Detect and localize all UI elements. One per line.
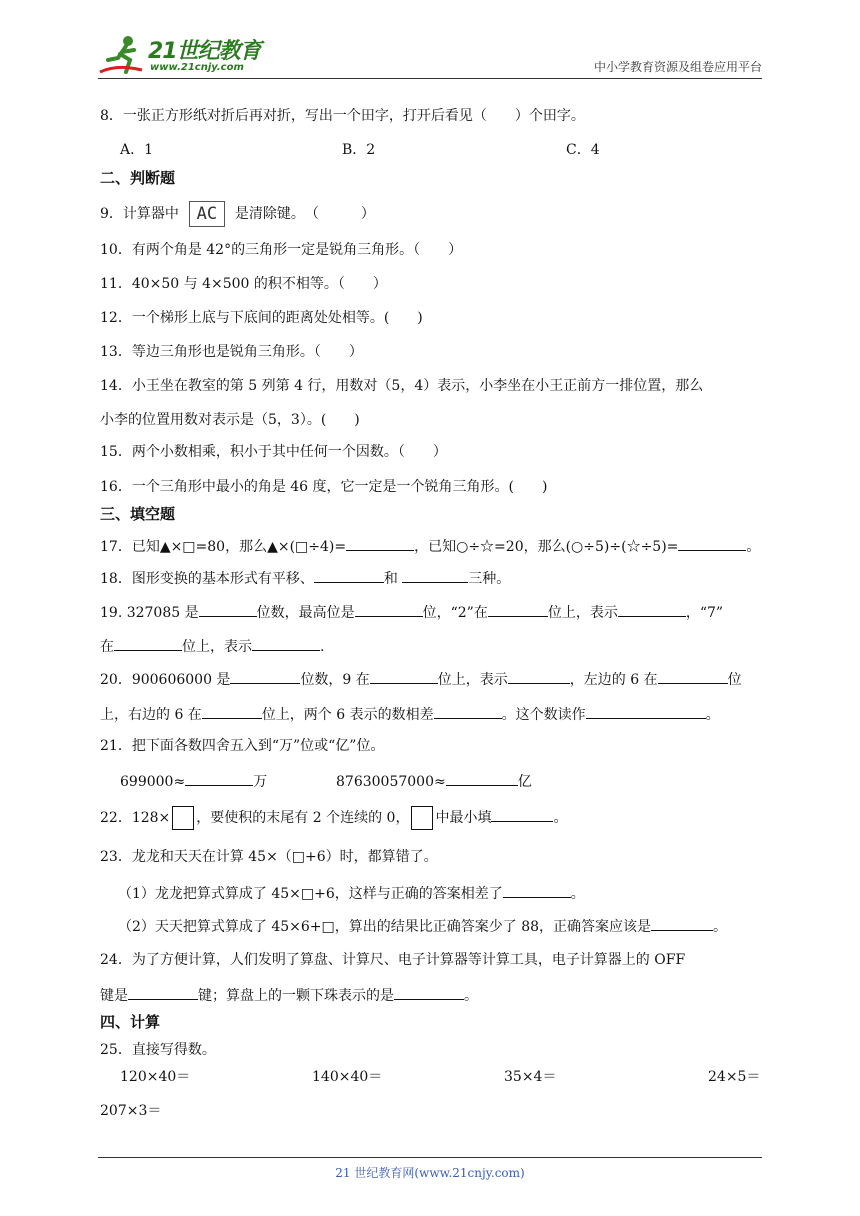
question-23-part-2 (118, 915, 727, 937)
question-10: 10．有两个角是 42°的三角形一定是锐角三角形。（ ） (100, 242, 463, 258)
question-11: 11．40×50 与 4×500 的积不相等。（ ） (100, 276, 387, 292)
question-24-line-2 (100, 984, 478, 1006)
question-18-part-c: 三种。 (468, 571, 511, 587)
question-20-part-b: 位数，9 在 (300, 672, 370, 688)
answer-blank[interactable] (346, 535, 414, 551)
calc-item: 24×5＝ (708, 1069, 761, 1085)
answer-blank[interactable] (586, 703, 706, 719)
logo-url: www.21cnjy.com (150, 62, 244, 73)
calc-item: 120×40＝ (120, 1069, 191, 1085)
question-24-part-a: 键是 (100, 988, 128, 1004)
question-17-part-b: ，已知○÷☆=20，那么(○÷5)÷(☆÷5)= (414, 539, 679, 555)
question-18-part-b: 和 (383, 571, 403, 587)
option-b: B．2 (342, 142, 376, 158)
answer-blank[interactable] (678, 535, 746, 551)
question-24-part-b: 键；算盘上的一颗下珠表示的是 (198, 988, 394, 1004)
answer-blank[interactable] (128, 984, 198, 1000)
platform-name: 中小学教育资源及组卷应用平台 (593, 60, 762, 74)
answer-blank[interactable] (491, 806, 553, 822)
question-22-part-d: 。 (553, 810, 568, 826)
question-24-part-c: 。 (464, 988, 478, 1004)
question-19-line-2 (100, 635, 324, 657)
answer-blank[interactable] (355, 601, 423, 617)
answer-blank[interactable] (402, 567, 468, 583)
question-9-pre: 9．计算器中 (100, 206, 179, 222)
answer-blank[interactable] (434, 703, 502, 719)
question-21-left-number: 699000≈ (120, 774, 186, 790)
blank-box[interactable] (411, 806, 433, 830)
question-23-part-1-end: 。 (570, 886, 585, 902)
question-17 (100, 535, 760, 557)
question-21-left-unit: 万 (253, 774, 268, 790)
answer-blank[interactable] (618, 601, 686, 617)
answer-blank[interactable] (185, 770, 253, 786)
ac-key-icon: AC (189, 201, 225, 227)
section-title-calculation: 四、计算 (100, 1013, 161, 1031)
question-19-line-1 (100, 601, 723, 623)
question-9-post: 是清除键。 （ ） (234, 206, 375, 222)
answer-blank[interactable] (394, 984, 464, 1000)
answer-blank[interactable] (508, 668, 570, 684)
calc-item: 207×3＝ (100, 1103, 162, 1119)
answer-blank[interactable] (370, 668, 438, 684)
logo (98, 34, 273, 78)
question-18 (100, 567, 510, 589)
blank-box[interactable] (172, 806, 194, 830)
question-14-line-2: 小李的位置用数对表示是（5，3）。( ) (100, 412, 360, 428)
question-19-part-e: ，“7” (685, 605, 724, 621)
question-19-part-g: 位上，表示 (182, 639, 252, 655)
question-9 (100, 201, 375, 227)
question-21: 21．把下面各数四舍五入到“万”位或“亿”位。 (100, 738, 385, 754)
question-21-right-unit: 亿 (517, 774, 532, 790)
question-25: 25．直接写得数。 (100, 1042, 216, 1058)
question-20-part-a: 20．900606000 是 (100, 672, 231, 688)
calc-item: 35×4＝ (504, 1069, 557, 1085)
calc-item: 140×40＝ (312, 1069, 383, 1085)
question-17-part-a: 17．已知▲×□=80，那么▲×(□÷4)= (100, 539, 347, 555)
question-19-part-f: 在 (100, 639, 114, 655)
page-footer: 21 世纪教育网(www.21cnjy.com) (335, 1166, 525, 1180)
question-17-part-c: 。 (746, 539, 761, 555)
question-23-part-2-end: 。 (713, 919, 728, 935)
question-20-part-g: 位上，两个 6 表示的数相差 (261, 707, 434, 723)
answer-blank[interactable] (199, 601, 257, 617)
answer-blank[interactable] (488, 601, 548, 617)
question-23-part-1-text: （1）龙龙把算式算成了 45×□+6，这样与正确的答案相差了 (118, 886, 503, 902)
question-19-part-a: 19. 327085 是 (100, 605, 199, 621)
question-23-part-2-text: （2）天天把算式算成了 45×6+□，算出的结果比正确答案少了 88，正确答案应该是 (118, 919, 652, 935)
question-19-part-c: 位，“2”在 (422, 605, 488, 621)
question-16: 16．一个三角形中最小的角是 46 度，它一定是一个锐角三角形。( ) (100, 479, 548, 495)
question-21-right (336, 770, 532, 792)
question-19-part-h: . (320, 639, 325, 655)
answer-blank[interactable] (658, 668, 728, 684)
answer-blank[interactable] (114, 635, 182, 651)
answer-blank[interactable] (503, 882, 571, 898)
answer-blank[interactable] (651, 915, 713, 931)
question-19-part-b: 位数，最高位是 (256, 605, 355, 621)
question-22-part-b: ，要使积的末尾有 2 个连续的 0， (196, 810, 410, 826)
question-13: 13．等边三角形也是锐角三角形。（ ） (100, 344, 363, 360)
question-20-part-d: ，左边的 6 在 (569, 672, 658, 688)
question-22-part-c: 中最小填 (435, 810, 492, 826)
question-20-part-h: 。这个数读作 (501, 707, 586, 723)
answer-blank[interactable] (446, 770, 518, 786)
question-12: 12．一个梯形上底与下底间的距离处处相等。( ) (100, 310, 423, 326)
answer-blank[interactable] (230, 668, 300, 684)
runner-logo-icon (98, 34, 146, 78)
question-20-line-1 (100, 668, 742, 690)
question-18-part-a: 18．图形变换的基本形式有平移、 (100, 571, 314, 587)
question-21-right-number: 87630057000≈ (336, 774, 446, 790)
question-8: 8．一张正方形纸对折后再对折，写出一个田字，打开后看见（ ）个田字。 (100, 108, 585, 124)
question-20-line-2 (100, 703, 720, 725)
question-20-part-i: 。 (705, 707, 720, 723)
footer-divider (98, 1157, 762, 1158)
question-24-line-1: 24．为了方便计算，人们发明了算盘、计算尺、电子计算器等计算工具，电子计算器上的 OFF (100, 952, 686, 968)
answer-blank[interactable] (314, 567, 384, 583)
question-14-line-1: 14．小王坐在教室的第 5 列第 4 行，用数对（5，4）表示，小李坐在小王正前方一排位置，那么 (100, 378, 704, 394)
answer-blank[interactable] (252, 635, 320, 651)
question-22 (100, 806, 567, 830)
section-title-judgement: 二、判断题 (100, 169, 176, 187)
question-21-left (120, 770, 267, 792)
answer-blank[interactable] (202, 703, 262, 719)
question-19-part-d: 位上，表示 (547, 605, 618, 621)
question-22-part-a: 22．128× (100, 810, 171, 826)
question-20-part-c: 位上，表示 (437, 672, 508, 688)
option-c: C．4 (566, 142, 600, 158)
option-a: A．1 (120, 142, 154, 158)
page-header (98, 30, 762, 79)
question-20-part-f: 上，右边的 6 在 (100, 707, 202, 723)
question-20-part-e: 位 (727, 672, 742, 688)
question-23: 23．龙龙和天天在计算 45×（□+6）时，都算错了。 (100, 849, 438, 865)
question-15: 15．两个小数相乘，积小于其中任何一个因数。（ ） (100, 444, 447, 460)
question-23-part-1 (118, 882, 585, 904)
section-title-fill-blank: 三、填空题 (100, 505, 176, 523)
logo-title: 21世纪教育 (148, 39, 261, 64)
